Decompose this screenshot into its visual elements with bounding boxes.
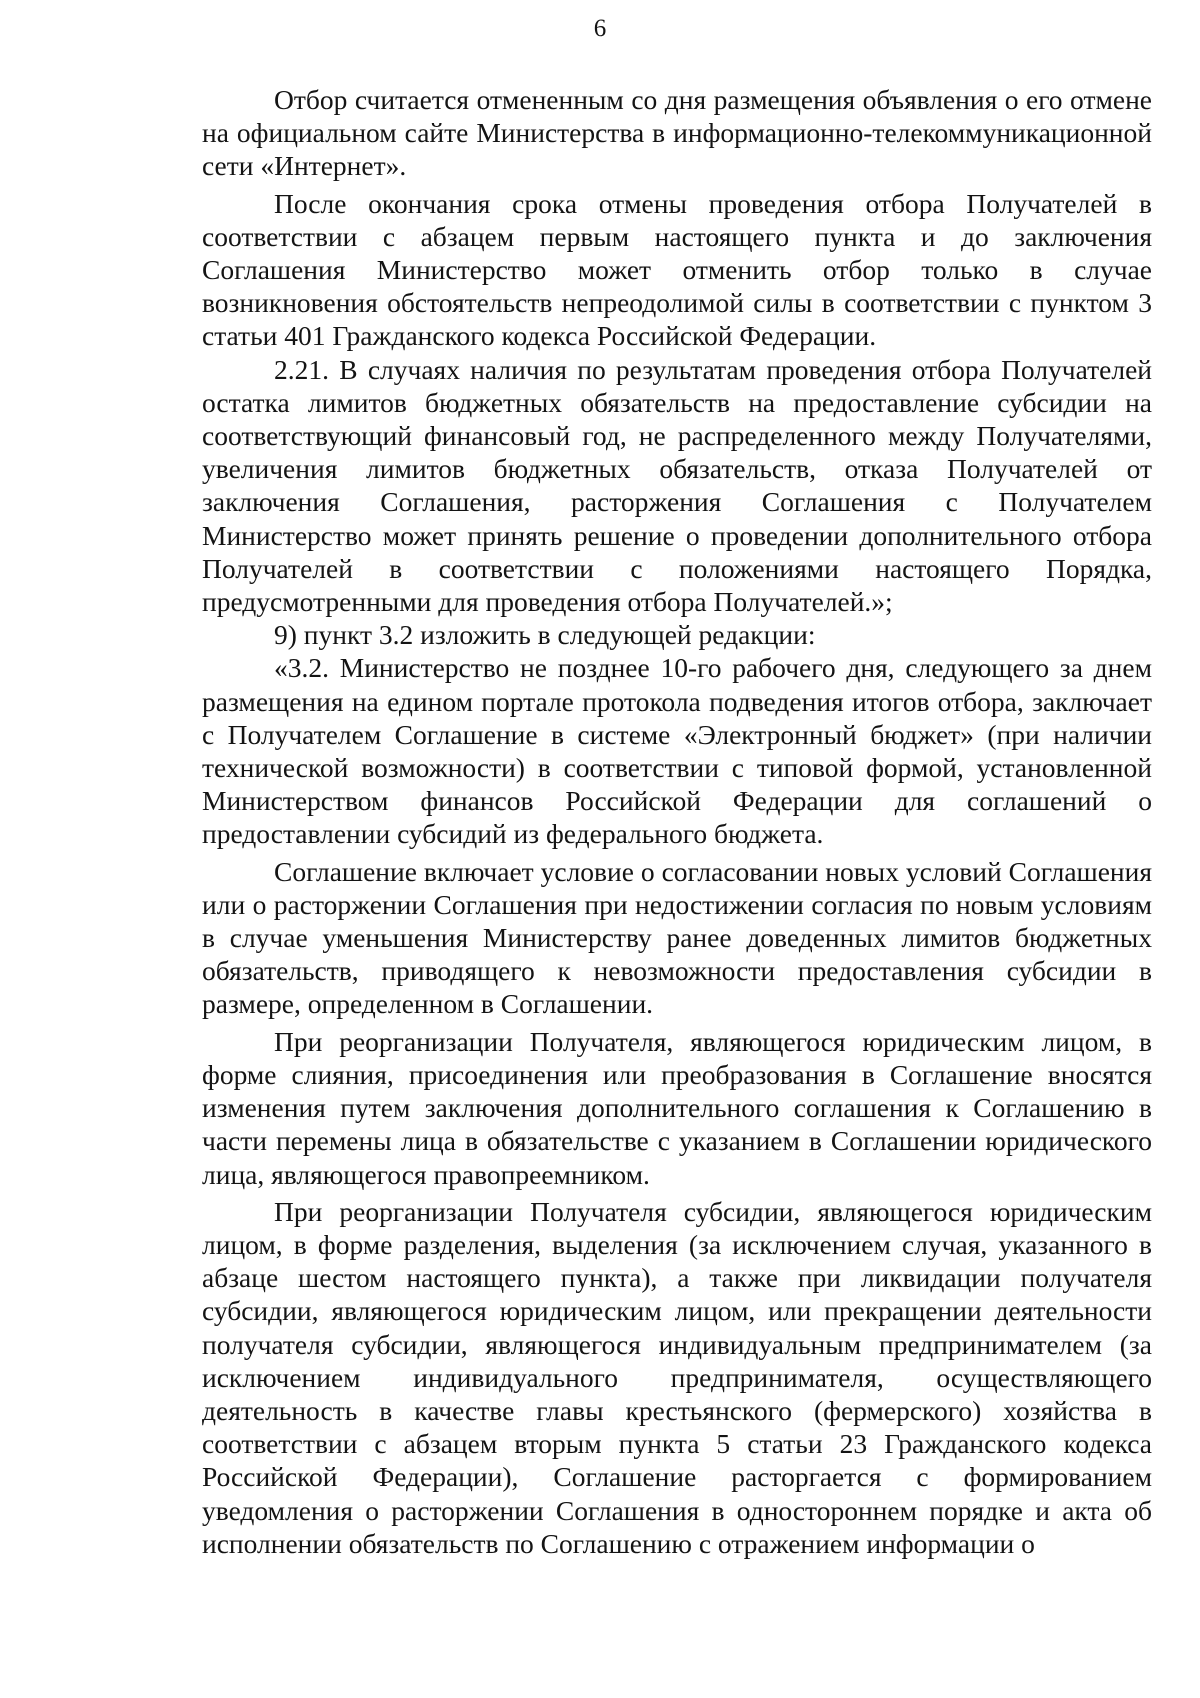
paragraph-agreement-conditions: Соглашение включает условие о согласовании новых условий Соглашения или о расторжении Соглашения при недостижении согласия по новым условиям в случае уменьшения Министерству ранее доведенных лимитов бюджетных обязательств, приводящего к невозможности предоставления субсидии в размере, определенном в Соглашении.: [202, 855, 1152, 1020]
paragraph-3-2-agreement: «3.2. Министерство не позднее 10-го рабочего дня, следующего за днем размещения на едином портале протокола подведения итогов отбора, заключает с Получателем Соглашение в системе «Электронный бюджет» (при наличии технической возможности) в соответствии с типовой формой, установленной Министерством финансов Российской Федерации для соглашений о предоставлении субсидий из федерального бюджета.: [202, 652, 1152, 850]
paragraph-item-9: 9) пункт 3.2 изложить в следующей редакции:: [274, 619, 816, 651]
paragraph-cancellation-force-majeure: После окончания срока отмены проведения отбора Получателей в соответствии с абзацем первым настоящего пункта и до заключения Соглашения Министерство может отменить отбор только в случае возникновения обстоятельств непреодолимой силы в соответствии с пунктом 3 статьи 401 Гражданского кодекса Российской Федерации.: [202, 187, 1152, 352]
page-number: 6: [593, 15, 607, 42]
paragraph-reorganization-merger: При реорганизации Получателя, являющегося юридическим лицом, в форме слияния, присоединения или преобразования в Соглашение вносятся изменения путем заключения дополнительного соглашения к Соглашению в части перемены лица в обязательстве с указанием в Соглашении юридического лица, являющегося правопреемником.: [202, 1025, 1152, 1190]
paragraph-reorganization-division: При реорганизации Получателя субсидии, являющегося юридическим лицом, в форме разделения, выделения (за исключением случая, указанного в абзаце шестом настоящего пункта), а также при ликвидации получателя субсидии, являющегося юридическим лицом, или прекращении деятельности получателя субсидии, являющегося индивидуальным предпринимателем (за исключением индивидуального предпринимателя, осуществляющего деятельность в качестве главы крестьянского (фермерского) хозяйства в соответствии с абзацем вторым пункта 5 статьи 23 Гражданского кодекса Российской Федерации), Соглашение расторгается с формированием уведомления о расторжении Соглашения в одностороннем порядке и акта об исполнении обязательств по Соглашению с отражением информации о: [202, 1195, 1152, 1559]
paragraph-selection-cancelled: Отбор считается отмененным со дня размещения объявления о его отмене на официальном сайте Министерства в информационно-телекоммуникационной сети «Интернет».: [202, 84, 1152, 182]
paragraph-2-21-additional-selection: 2.21. В случаях наличия по результатам проведения отбора Получателей остатка лимитов бюджетных обязательств на предоставление субсидии на соответствующий финансовый год, не распределенного между Получателями, увеличения лимитов бюджетных обязательств, отказа Получателей от заключения Соглашения, расторжения Соглашения с Получателем Министерство может принять решение о проведении дополнительного отбора Получателей в соответствии с положениями настоящего Порядка, предусмотренными для проведения отбора Получателей.»;: [202, 353, 1152, 618]
document-body: [202, 83, 1152, 1560]
